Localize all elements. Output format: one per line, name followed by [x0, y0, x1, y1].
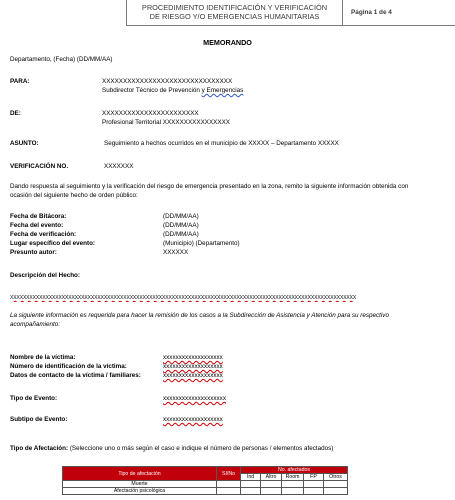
cell-ind[interactable]: [241, 481, 261, 488]
descripcion-value: XXXXXXXXXXXXXXXXXXXXXXXXXXXXXXXXXXXXXXXXXXXXXXXXXXXXXXXXXXXXXXXXXXXXXXXXXXXXXXXXXXXXXXXXXXXXXXXXXXXXXXXXXXX: [10, 295, 357, 301]
para-recipient: XXXXXXXXXXXXXXXXXXXXXXXXXXXXXXX: [102, 78, 233, 85]
document-header: [126, 0, 455, 26]
cell-altro[interactable]: [261, 481, 282, 488]
subcol-ind: Ind: [241, 474, 261, 481]
cell-otros[interactable]: [324, 488, 348, 495]
fact-label-bitacora: Fecha de Bitácora:: [10, 213, 67, 220]
fact-label-lugar: Lugar específico del evento:: [10, 240, 96, 247]
procedure-title-line2: DE RIESGO Y/O EMERGENCIAS HUMANITARIAS: [149, 12, 320, 21]
descripcion-label: Descripción del Hecho:: [10, 272, 80, 279]
table-header-row: [63, 467, 348, 474]
subcol-fp: FP: [304, 474, 324, 481]
table-row: [63, 488, 348, 495]
victim-name-value: xxxxxxxxxxxxxxxxxxx: [163, 354, 223, 361]
tipo-evento-value: xxxxxxxxxxxxxxxxxxxx: [163, 395, 226, 402]
subtipo-evento-value: xxxxxxxxxxxxxxxxxxx: [163, 416, 223, 423]
row-label-psicologica: Afectación psicológica: [63, 488, 217, 495]
de-sender: XXXXXXXXXXXXXXXXXXXXXXX: [102, 110, 199, 117]
affectation-table: [62, 466, 348, 495]
tipo-afectacion-text: (Seleccione uno o más según el caso e indique el número de personas / elementos afectados): [69, 445, 334, 452]
cell-otros[interactable]: [324, 481, 348, 488]
subcol-otros: Otros: [324, 474, 348, 481]
asunto-value: Seguimiento a hechos ocurridos en el municipio de XXXXX – Departamento XXXXX: [104, 140, 339, 147]
cell-room[interactable]: [282, 488, 304, 495]
fact-label-autor: Presunto autor:: [10, 249, 57, 256]
para-label: PARA:: [10, 78, 30, 85]
tipo-afectacion-line: [10, 445, 333, 453]
col-afectados-header: No. afectados: [241, 467, 348, 474]
subtipo-evento-label: Subtipo de Evento:: [10, 416, 68, 423]
para-role: [102, 87, 243, 95]
asunto-label: ASUNTO:: [10, 140, 39, 147]
fact-value-evento: (DD/MM/AA): [163, 222, 199, 229]
cell-sino[interactable]: [217, 481, 241, 488]
col-tipo-header: Tipo de afectación: [63, 467, 217, 481]
col-sino-header: SI/No: [217, 467, 241, 481]
victim-name-label: Nombre de la víctima:: [10, 354, 76, 361]
cell-altro[interactable]: [261, 488, 282, 495]
cell-fp[interactable]: [304, 481, 324, 488]
para-role-marked: y Emergencias: [201, 87, 244, 94]
victim-contact-value: xxxxxxxxxxxxxxxxxxx: [163, 372, 223, 379]
cell-fp[interactable]: [304, 488, 324, 495]
fact-value-bitacora: (DD/MM/AA): [163, 213, 199, 220]
fact-value-autor: XXXXXX: [163, 249, 189, 256]
verificacion-label: VERIFICACIÓN NO.: [10, 163, 69, 170]
para-role-prefix: Subdirector Técnico de Prevención: [102, 87, 202, 94]
subcol-room: Room: [282, 474, 304, 481]
victim-id-value: xxxxxxxxxxxxxxxxxxx: [163, 363, 223, 370]
cell-room[interactable]: [282, 481, 304, 488]
intro-paragraph: Dando respuesta al seguimiento y la verificación del riesgo de emergencia presentado en la zona, remito la siguiente información obtenida con ocasión del siguiente hecho de orden público:: [10, 183, 409, 199]
page-number: Página 1 de 4: [343, 0, 455, 26]
fact-label-evento: Fecha del evento:: [10, 222, 64, 229]
cell-sino[interactable]: [217, 488, 241, 495]
verificacion-value: XXXXXXX: [104, 163, 134, 170]
victim-contact-label: Datos de contacto de la víctima / familiares:: [10, 372, 141, 379]
fact-value-lugar: (Municipio) (Departamento): [163, 240, 240, 247]
tipo-afectacion-label: Tipo de Afectación:: [10, 445, 69, 452]
de-role: Profesional Territorial XXXXXXXXXXXXXXXX: [102, 119, 230, 126]
fact-value-verificacion: (DD/MM/AA): [163, 231, 199, 238]
subcol-altro: Altro: [261, 474, 282, 481]
procedure-title-line1: PROCEDIMIENTO IDENTIFICACIÓN Y VERIFICACIÓN: [141, 3, 328, 12]
cell-ind[interactable]: [241, 488, 261, 495]
memo-title: MEMORANDO: [203, 38, 252, 47]
tipo-evento-label: Tipo de Evento:: [10, 395, 58, 402]
fact-label-verificacion: Fecha de verificación:: [10, 231, 77, 238]
de-label: DE:: [10, 110, 21, 117]
table-row: [63, 481, 348, 488]
row-label-muerte: Muerte: [63, 481, 217, 488]
italic-note: La siguiente información es requerida para hacer la remisión de los casos a la Subdirección de Asistencia y Atención para su respectivo acompañamiento:: [10, 312, 389, 328]
department-date: Departamento, (Fecha) (DD/MM/AA): [10, 56, 113, 63]
victim-id-label: Número de identificación de la víctima:: [10, 363, 127, 370]
procedure-title: [126, 0, 343, 26]
